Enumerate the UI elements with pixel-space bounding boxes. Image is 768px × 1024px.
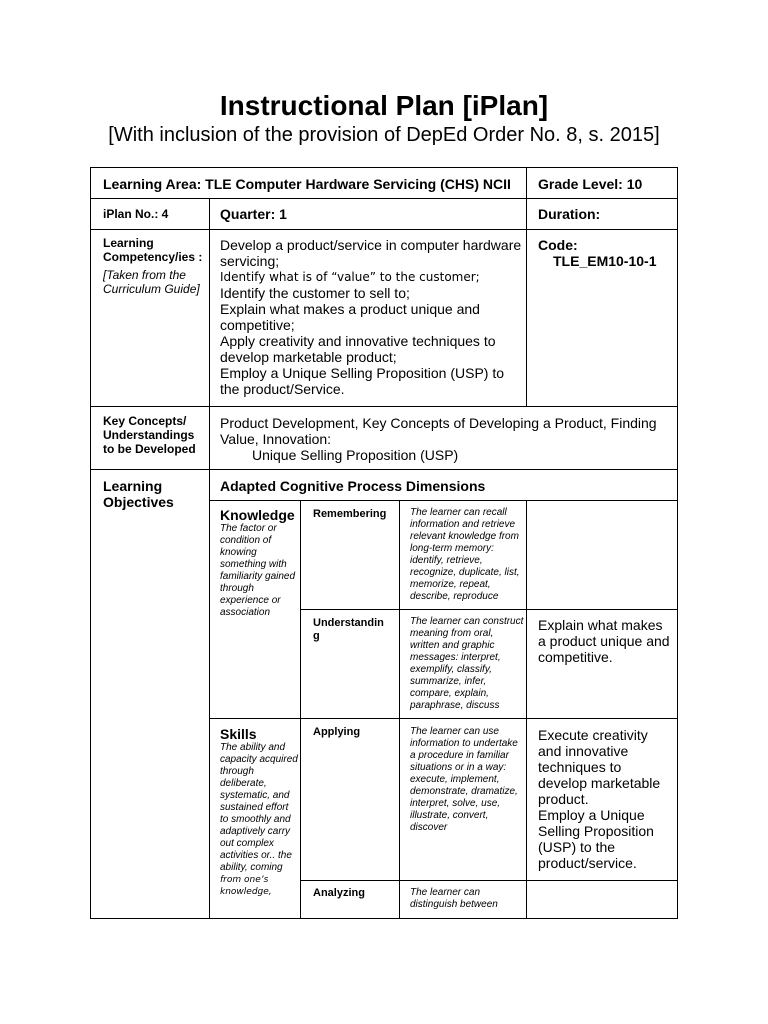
process-remembering: Remembering [313, 508, 387, 520]
competency-line: Identify the customer to sell to; [220, 285, 410, 301]
competency-line: Develop a product/service in computer hardware servicing; [220, 237, 522, 269]
skills-desc-cont: from one’s knowledge, [220, 875, 272, 897]
competency-label-cell [103, 236, 207, 296]
process-applying: Applying [313, 726, 361, 738]
process-desc-understanding: The learner can construct meaning from oral, written and graphic messages: interpret, exemplify, classify, summarize, infer, compare, explain, paraphrase, discuss [410, 616, 524, 711]
key-concepts-text: Product Development, Key Concepts of Developing a Product, Finding Value, Innovation: [220, 415, 657, 447]
process-understanding: Understandin g [313, 617, 384, 642]
quarter: Quarter: 1 [220, 206, 287, 222]
learning-area: Learning Area: TLE Computer Hardware Servicing (CHS) NCII [103, 176, 511, 192]
key-concepts-sub: Unique Selling Proposition (USP) [252, 447, 459, 463]
competency-list [220, 237, 522, 397]
competency-line: Explain what makes a product unique and competitive; [220, 301, 480, 333]
objective-applying-2: Employ a Unique Selling Proposition (USP) to the product/service. [538, 807, 654, 871]
knowledge-cell [220, 507, 298, 619]
objectives-label: Learning Objectives [103, 478, 174, 510]
page-title: Instructional Plan [iPlan] [219, 90, 549, 121]
objective-applying: Execute creativity and innovative techniques to develop marketable product. [538, 727, 661, 807]
skills-title: Skills [220, 726, 257, 742]
process-desc-applying: The learner can use information to undertake a procedure in familiar situations or in a way: execute, implement, demonstrate, dramatize, interpret, solve, use, illustrate, convert, discover [410, 726, 518, 833]
process-desc-remembering: The learner can recall information and retrieve relevant knowledge from long-term memory: identify, retrieve, recognize, duplicate, list, memorize, repeat, describe, reproduce [410, 507, 520, 602]
competency-line: Employ a Unique Selling Proposition (USP) to the product/Service. [220, 365, 505, 397]
objectives-header: Adapted Cognitive Process Dimensions [220, 478, 486, 494]
key-concepts-label: Key Concepts/ Understandings to be Developed [103, 414, 196, 456]
process-analyzing: Analyzing [313, 887, 365, 899]
knowledge-desc: The factor or condition of knowing something with familiarity gained through experience or association [220, 523, 296, 618]
knowledge-title: Knowledge [220, 507, 295, 523]
code-label: Code: [538, 237, 578, 253]
competency-note: [Taken from the Curriculum Guide] [103, 268, 200, 296]
process-desc-analyzing: The learner can distinguish between [410, 887, 498, 910]
code-value: TLE_EM10-10-1 [553, 253, 657, 269]
objective-applying-cell [538, 727, 674, 871]
page-subtitle: [With inclusion of the provision of DepEd Order No. 8, s. 2015] [108, 124, 660, 146]
duration: Duration: [538, 206, 601, 222]
competency-line: Apply creativity and innovative techniques to develop marketable product; [220, 333, 496, 365]
objective-understanding: Explain what makes a product unique and competitive. [538, 617, 670, 665]
grade-level: Grade Level: 10 [538, 176, 643, 192]
competency-label: Learning Competency/ies : [103, 236, 203, 264]
skills-cell [220, 726, 298, 898]
skills-desc: The ability and capacity acquired through deliberate, systematic, and sustained effort to smoothly and adaptively carry out complex activities or.. the ability, coming [220, 742, 298, 873]
iplan-number: iPlan No.: 4 [103, 207, 169, 221]
competency-line: Identify what is of “value” to the customer; [220, 270, 480, 284]
